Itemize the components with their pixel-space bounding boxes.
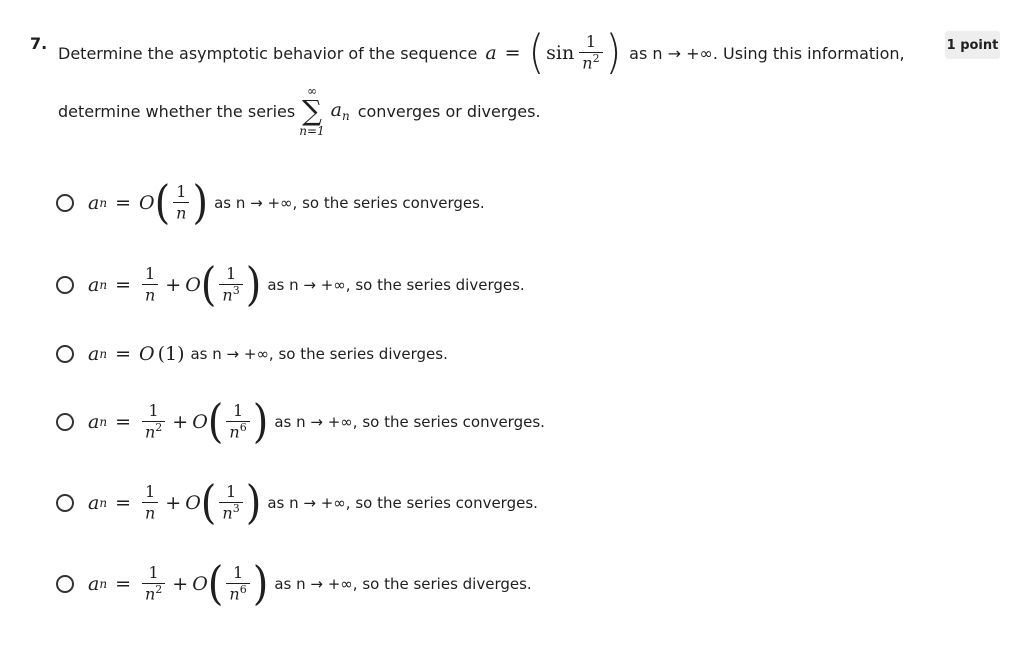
option-2-text: as n → +∞, so the series diverges.: [267, 276, 525, 294]
points-badge: 1 point: [945, 31, 1000, 59]
answer-option-2[interactable]: [56, 260, 525, 310]
option-3-formula: a n = O (1): [88, 343, 185, 365]
option-4-formula: a n = $\frac{1}{n^2}$ + O ( $\frac{1}{n^6}$ ): [88, 395, 269, 449]
radio-button[interactable]: [56, 276, 74, 294]
option-5-text: as n → +∞, so the series converges.: [267, 494, 538, 512]
sin-denominator: n: [582, 53, 593, 73]
summation: [299, 85, 324, 137]
option-1-formula: a n = O ( $\frac{1}{n}$ ): [88, 176, 209, 230]
prompt-line2-suffix: converges or diverges.: [357, 101, 541, 121]
sin-numerator: 1: [585, 32, 596, 52]
right-paren: ): [605, 26, 622, 80]
sum-term: $a_n$: [330, 99, 350, 123]
sigma-symbol: ∑: [301, 94, 322, 127]
question-prompt-line-1: [58, 26, 905, 80]
radio-button[interactable]: [56, 194, 74, 212]
left-paren: (: [528, 26, 545, 80]
sin-exponent: 2: [592, 51, 600, 65]
answer-option-4[interactable]: [56, 396, 545, 448]
answer-option-3[interactable]: [56, 340, 448, 368]
sum-lower-limit: n=1: [299, 124, 325, 138]
option-1-text: as n → +∞, so the series converges.: [214, 194, 485, 212]
answer-option-6[interactable]: [56, 558, 532, 610]
radio-button[interactable]: [56, 413, 74, 431]
prompt-suffix: as n → +∞. Using this information,: [629, 43, 905, 63]
question-prompt-line-2: [58, 80, 541, 142]
option-6-formula: a n = $\frac{1}{n^2}$ + O ( $\frac{1}{n^6}$ ): [88, 557, 269, 611]
equals-sign: =: [504, 42, 521, 64]
radio-button[interactable]: [56, 494, 74, 512]
option-5-formula: a n = $\frac{1}{n}$ + O ( $\frac{1}{n^3}$ ): [88, 476, 262, 530]
option-4-text: as n → +∞, so the series converges.: [274, 413, 545, 431]
option-3-text: as n → +∞, so the series diverges.: [190, 345, 448, 363]
option-2-formula: a n = $\frac{1}{n}$ + O ( $\frac{1}{n^3}$ ): [88, 258, 262, 312]
answer-option-5[interactable]: [56, 478, 538, 528]
answer-option-1[interactable]: [56, 176, 485, 230]
prompt-line2-prefix: determine whether the series: [58, 101, 296, 121]
option-6-text: as n → +∞, so the series diverges.: [274, 575, 532, 593]
radio-button[interactable]: [56, 575, 74, 593]
prompt-prefix: Determine the asymptotic behavior of the sequence: [58, 43, 478, 63]
sequence-variable: a: [485, 42, 497, 64]
sin-fraction: [579, 33, 602, 72]
radio-button[interactable]: [56, 345, 74, 363]
sin-function: sin: [546, 42, 575, 64]
sum-upper-limit: ∞: [306, 84, 317, 98]
question-number: 7.: [30, 34, 48, 53]
